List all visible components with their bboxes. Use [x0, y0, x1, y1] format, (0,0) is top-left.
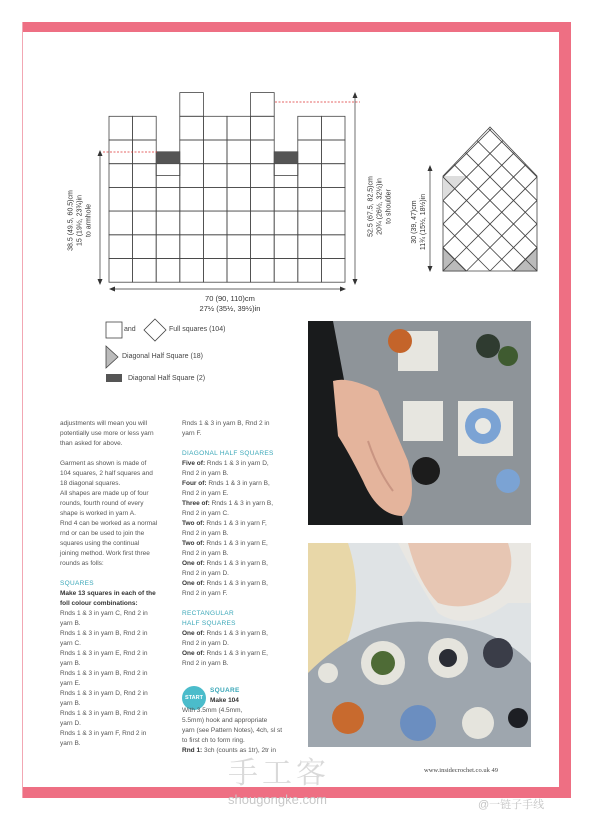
text-line: Rnds 1 & 3 in yarn B, Rnd 2 in	[60, 710, 148, 717]
instruction-text: Rnd 2 in yarn B.	[182, 550, 229, 557]
grid-square	[109, 235, 133, 259]
grid-square	[156, 211, 180, 235]
instruction-line	[182, 519, 302, 529]
instruction-count: One of:	[182, 560, 205, 567]
diagonal-lines	[182, 459, 302, 599]
text-line: yarn B.	[60, 740, 81, 747]
watermark-logo: 手工客	[228, 756, 330, 791]
text-line: All shapes are made up of four	[60, 490, 149, 497]
squares-bold	[60, 589, 176, 609]
rnd1-label: Rnd 1:	[182, 747, 203, 754]
sleeve-lattice-line	[270, 121, 420, 271]
grid-square	[203, 116, 227, 140]
grid-square	[274, 259, 298, 283]
square-section	[210, 686, 305, 706]
watermark-url: shougongke.com	[228, 792, 328, 807]
grid-square	[251, 211, 275, 235]
grid-square	[251, 93, 275, 117]
grid-square	[203, 235, 227, 259]
grid-square	[321, 164, 345, 188]
instruction-text: Rnds 1 & 3 in yarn B,	[204, 560, 268, 567]
grid-square	[298, 235, 322, 259]
grid-square	[298, 211, 322, 235]
text-line: shape is worked in yarn A.	[60, 510, 136, 517]
grid-square	[227, 235, 251, 259]
instruction-text: Rnd 2 in yarn B.	[182, 470, 229, 477]
text-line: Rnds 1 & 3 in yarn E, Rnd 2 in	[60, 650, 148, 657]
text-line: Rnds 1 & 3 in yarn B, Rnd 2 in	[60, 670, 148, 677]
text-line: 104 squares, 2 half squares and	[60, 470, 153, 477]
grid-square	[180, 93, 204, 117]
grid-square	[180, 259, 204, 283]
sleeve-photo-art	[308, 321, 531, 525]
instruction-count: Two of:	[182, 520, 205, 527]
grid-square	[227, 211, 251, 235]
instruction-line	[182, 549, 302, 559]
text-line: Garment as shown is made of	[60, 460, 147, 467]
text-line: yarn F.	[182, 430, 202, 437]
legend-dark-icon	[106, 374, 122, 382]
sleeve-dimension-label: 30 (39, 47)cm 11¾ (15½, 18½)in	[411, 193, 427, 251]
text-line: foll colour combinations:	[60, 600, 138, 607]
grid-square	[321, 140, 345, 164]
squares-heading: SQUARES	[60, 580, 94, 587]
text-line: Rnd 4 can be worked as a normal	[60, 520, 158, 527]
legend-diamond-icon	[144, 319, 166, 341]
diagonal-heading: DIAGONAL HALF SQUARES	[182, 450, 274, 457]
bottom-dimension-label: 70 (90, 110)cm 27½ (35½, 39½)in	[199, 294, 261, 313]
instruction-text: Rnds 1 & 3 in yarn F,	[204, 520, 267, 527]
grid-square	[251, 140, 275, 164]
grid-square	[109, 259, 133, 283]
text-line: to first ch to form ring.	[182, 737, 245, 744]
grid-square	[180, 235, 204, 259]
text-line: yarn E.	[60, 680, 81, 687]
watermark-weibo: @一链子手线	[478, 799, 545, 811]
text-line: 18 diagonal squares.	[60, 480, 121, 487]
instruction-line	[182, 629, 302, 639]
instruction-line	[182, 559, 302, 569]
grid-square	[109, 187, 133, 211]
grid-square	[203, 187, 227, 211]
text-column-1	[60, 419, 176, 749]
grid-square	[180, 116, 204, 140]
instruction-line	[182, 639, 302, 649]
legend-square-icon	[106, 322, 122, 338]
instruction-line	[182, 539, 302, 549]
grid-square	[251, 259, 275, 283]
grid-square	[203, 164, 227, 188]
text-line: yarn C.	[60, 640, 81, 647]
instruction-line	[182, 499, 302, 509]
sleeve-lattice-line	[561, 121, 593, 271]
instruction-text: Rnd 2 in yarn F.	[182, 590, 228, 597]
footer-url-page: www.insidecrochet.co.uk 49	[424, 767, 498, 774]
instruction-line	[182, 569, 302, 579]
legend-and: and	[124, 326, 136, 333]
intro-paragraph	[60, 419, 176, 449]
grid-square	[109, 116, 133, 140]
grid-square	[133, 187, 157, 211]
instruction-text: Rnds 1 & 3 in yarn E,	[204, 650, 268, 657]
text-line: Rnds 1 & 3 in yarn B, Rnd 2 in	[60, 630, 148, 637]
text-line: squares using the continual	[60, 540, 140, 547]
instruction-text: Rnds 1 & 3 in yarn D,	[205, 460, 269, 467]
grid-square	[251, 187, 275, 211]
grid-square	[203, 140, 227, 164]
text-line: yarn D.	[60, 720, 81, 727]
instruction-text: Rnds 1 & 3 in yarn B,	[206, 480, 270, 487]
dark-half-square	[156, 152, 180, 164]
square-heading: SQUARE	[210, 687, 240, 694]
text-line: yarn B.	[60, 620, 81, 627]
heading-line: RECTANGULAR	[182, 610, 234, 617]
instruction-line	[182, 509, 302, 519]
grid-square	[298, 259, 322, 283]
instruction-count: One of:	[182, 580, 205, 587]
grid-square	[180, 164, 204, 188]
shoulder-photo-art	[308, 543, 531, 747]
grid-square	[156, 259, 180, 283]
grid-square	[109, 211, 133, 235]
grid-square	[321, 187, 345, 211]
sleeve-photo	[308, 321, 531, 525]
grid-square	[227, 116, 251, 140]
text-line: joining method. Work first three	[60, 550, 150, 557]
text-line: than asked for above.	[60, 440, 123, 447]
text-line: 5.5mm) hook and appropriate	[182, 717, 268, 724]
col2-top	[182, 419, 302, 439]
text-line: rnd or can be used to join the	[60, 530, 145, 537]
text-column-2	[182, 419, 302, 669]
instruction-text: Rnd 2 in yarn D.	[182, 570, 229, 577]
grid-square	[133, 259, 157, 283]
text-line: rounds as folls:	[60, 560, 104, 567]
text-line: Rnds 1 & 3 in yarn F, Rnd 2 in	[60, 730, 147, 737]
text-line: With 3.5mm (4.5mm,	[182, 707, 243, 714]
text-line: Make 13 squares in each of the	[60, 590, 156, 597]
text-line: Rnds 1 & 3 in yarn C, Rnd 2 in	[60, 610, 148, 617]
grid-square	[298, 164, 322, 188]
grid-square	[227, 259, 251, 283]
sleeve-lattice-line	[537, 121, 593, 271]
grid-square	[180, 211, 204, 235]
grid-square	[274, 187, 298, 211]
make-count: Make 104	[210, 697, 239, 704]
dark-half-square	[274, 152, 298, 164]
instruction-line	[182, 649, 302, 659]
instruction-count: Two of:	[182, 540, 205, 547]
legend-half-squares-2: Diagonal Half Square (2)	[128, 375, 206, 382]
right-dimension-label: 52.5 (67.5, 82.5)cm 20¾ (26½, 32½)in to shoulder	[367, 176, 393, 237]
instruction-text: Rnd 2 in yarn B.	[182, 660, 229, 667]
instruction-count: Three of:	[182, 500, 210, 507]
grid-square	[109, 164, 133, 188]
shoulder-photo	[308, 543, 531, 747]
rect-heading	[182, 609, 302, 629]
instruction-line	[182, 659, 302, 669]
text-line: yarn B.	[60, 660, 81, 667]
text-line: Rnds 1 & 3 in yarn B, Rnd 2 in	[182, 420, 270, 427]
grid-square	[133, 116, 157, 140]
grid-square	[133, 164, 157, 188]
instruction-text: Rnds 1 & 3 in yarn B,	[209, 500, 274, 507]
grid-square	[133, 211, 157, 235]
instruction-text: Rnds 1 & 3 in yarn B,	[204, 580, 268, 587]
grid-square	[133, 235, 157, 259]
grid-square	[203, 211, 227, 235]
left-dimension-label: 38.5 (49.5, 60.5)cm 15 (19½, 23¾)in to armhole	[67, 190, 93, 251]
legend-half-squares: Diagonal Half Square (18)	[122, 353, 203, 360]
body-grid	[109, 93, 345, 283]
legend-half-icon	[106, 346, 118, 368]
grid-square	[156, 187, 180, 211]
text-line: adjustments will mean you will	[60, 420, 148, 427]
instruction-line	[182, 589, 302, 599]
grid-square	[274, 211, 298, 235]
sleeve-lattice-line	[584, 121, 593, 271]
instruction-text: Rnds 1 & 3 in yarn E,	[204, 540, 268, 547]
start-badge: START	[182, 686, 206, 710]
grid-square	[321, 116, 345, 140]
grid-square	[251, 235, 275, 259]
rect-lines	[182, 629, 302, 669]
grid-square	[251, 116, 275, 140]
heading-line: HALF SQUARES	[182, 620, 236, 627]
instruction-text: Rnd 2 in yarn E.	[182, 490, 229, 497]
text-line: rounds, fourth round of every	[60, 500, 144, 507]
text-line: potentially use more or less yarn	[60, 430, 154, 437]
legend-full-squares: Full squares (104)	[169, 326, 226, 333]
grid-square	[156, 235, 180, 259]
instruction-count: One of:	[182, 650, 205, 657]
grid-square	[298, 140, 322, 164]
grid-square	[321, 235, 345, 259]
instruction-text: Rnd 2 in yarn B.	[182, 530, 229, 537]
grid-square	[180, 187, 204, 211]
instruction-line	[182, 459, 302, 469]
text-line: Rnds 1 & 3 in yarn D, Rnd 2 in	[60, 690, 148, 697]
grid-square	[227, 187, 251, 211]
text-line: yarn B.	[60, 700, 81, 707]
text-line: yarn (see Pattern Notes), 4ch, sl st	[182, 727, 283, 734]
instruction-count: Four of:	[182, 480, 207, 487]
instruction-text: Rnd 2 in yarn D.	[182, 640, 229, 647]
instruction-count: Five of:	[182, 460, 206, 467]
instruction-line	[182, 479, 302, 489]
grid-square	[321, 211, 345, 235]
rnd1-text: 3ch (counts as 1tr), 2tr in	[202, 747, 276, 754]
grid-square	[251, 164, 275, 188]
squares-lines	[60, 609, 176, 749]
instruction-line	[182, 489, 302, 499]
grid-square	[298, 116, 322, 140]
instruction-count: One of:	[182, 630, 205, 637]
grid-square	[180, 140, 204, 164]
instruction-line	[182, 529, 302, 539]
grid-square	[321, 259, 345, 283]
grid-square	[274, 235, 298, 259]
instruction-text: Rnds 1 & 3 in yarn B,	[204, 630, 268, 637]
instruction-line	[182, 469, 302, 479]
instruction-line	[182, 579, 302, 589]
garment-paragraph	[60, 459, 176, 569]
grid-square	[227, 140, 251, 164]
grid-square	[298, 187, 322, 211]
grid-square	[227, 164, 251, 188]
instruction-text: Rnd 2 in yarn C.	[182, 510, 229, 517]
grid-square	[203, 259, 227, 283]
